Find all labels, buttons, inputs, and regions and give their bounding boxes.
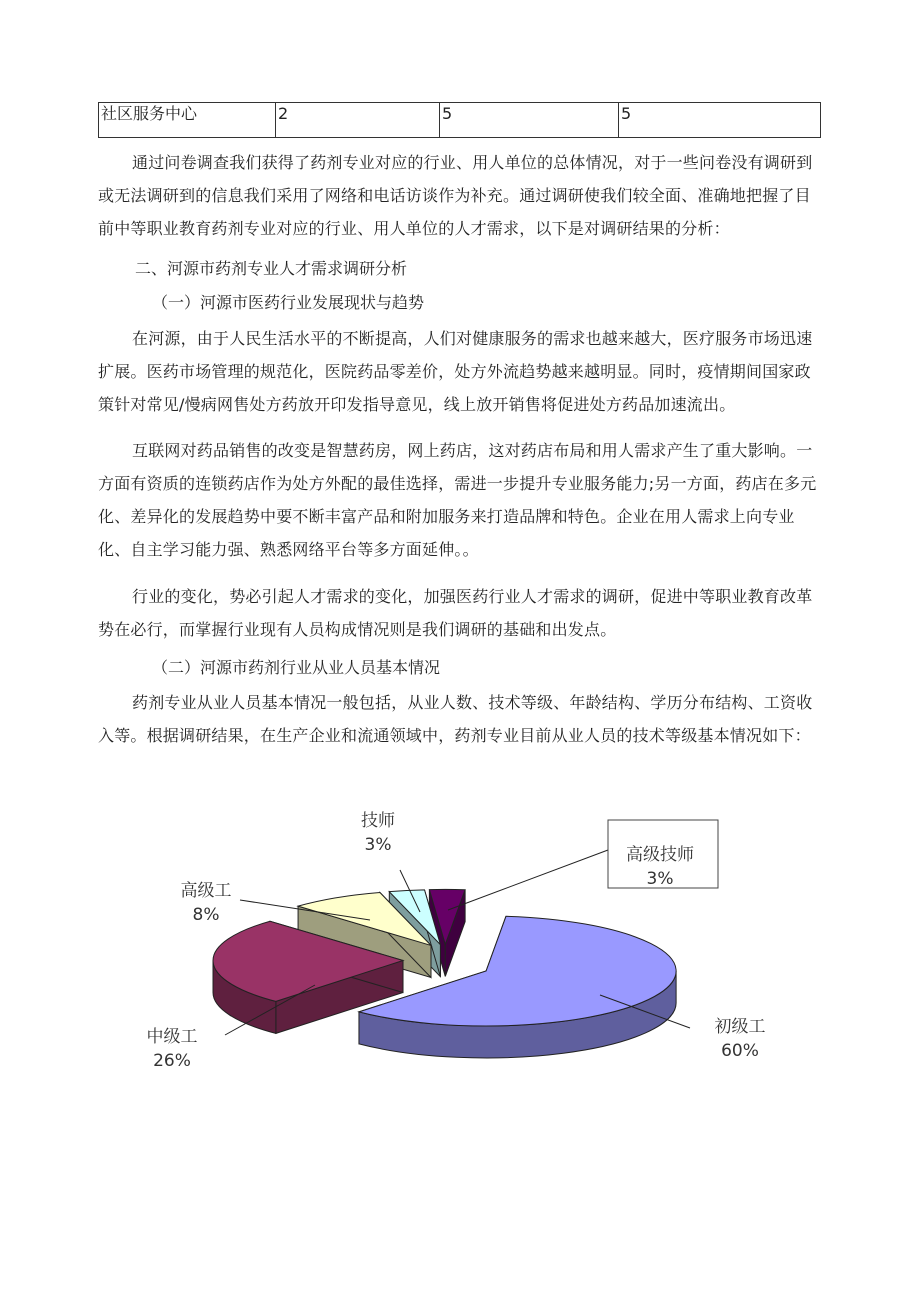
slice-value-label: 3% — [364, 835, 392, 855]
leader-line — [448, 850, 608, 910]
slice-label: 中级工 — [146, 1027, 198, 1047]
staffing-table — [98, 102, 821, 138]
slice-value-label: 3% — [646, 869, 674, 889]
subsection-heading: （一）河源市医药行业发展现状与趋势 — [152, 293, 425, 312]
table-row — [99, 103, 821, 138]
slice-value-label: 60% — [721, 1041, 759, 1061]
paragraph: 互联网对药品销售的改变是智慧药房，网上药店，这对药店布局和用人需求产生了重大影响。一方面有资质的连锁药店作为处方外配的最佳选择，需进一步提升专业服务能力;另一方面，药店在多元化、差异化的发展趋势中要不断丰富产品和附加服务来打造品牌和特色。企业在用人需求上向专业化、自主学习能力强、熟悉网络平台等多方面延伸。。 — [98, 441, 817, 559]
table-cell: 5 — [440, 103, 619, 138]
paragraph: 通过问卷调查我们获得了药剂专业对应的行业、用人单位的总体情况，对于一些问卷没有调研到或无法调研到的信息我们采用了网络和电话访谈作为补充。通过调研使我们较全面、准确地把握了目前中等职业教育药剂专业对应的行业、用人单位的人才需求，以下是对调研结果的分析： — [98, 153, 813, 238]
slice-value-label: 26% — [153, 1051, 191, 1071]
table-cell: 社区服务中心 — [99, 103, 276, 138]
slice-label: 技师 — [361, 811, 395, 831]
paragraph: 行业的变化，势必引起人才需求的变化，加强医药行业人才需求的调研，促进中等职业教育改革势在必行，而掌握行业现有人员构成情况则是我们调研的基础和出发点。 — [98, 587, 813, 639]
slice-value-label: 8% — [192, 905, 220, 925]
paragraph: 在河源，由于人民生活水平的不断提高，人们对健康服务的需求也越来越大，医疗服务市场迅速扩展。医药市场管理的规范化，医院药品零差价，处方外流趋势越来越明显。同时，疫情期间国家政策针对常见/慢病网售处方药放开印发指导意见，线上放开销售将促进处方药品加速流出。 — [98, 329, 813, 414]
paragraph: 药剂专业从业人员基本情况一般包括，从业人数、技术等级、年龄结构、学历分布结构、工资收入等。根据调研结果，在生产企业和流通领域中，药剂专业目前从业人员的技术等级基本情况如下： — [98, 693, 813, 745]
section-heading: 二、河源市药剂专业人才需求调研分析 — [135, 259, 408, 278]
slice-label: 高级工 — [180, 881, 232, 901]
slice-label: 初级工 — [714, 1017, 766, 1037]
table-cell: 2 — [276, 103, 440, 138]
subsection-heading: （二）河源市药剂行业从业人员基本情况 — [152, 658, 441, 677]
slice-label: 高级技师 — [626, 845, 694, 865]
table-cell: 5 — [619, 103, 821, 138]
pie-chart — [130, 800, 790, 1100]
